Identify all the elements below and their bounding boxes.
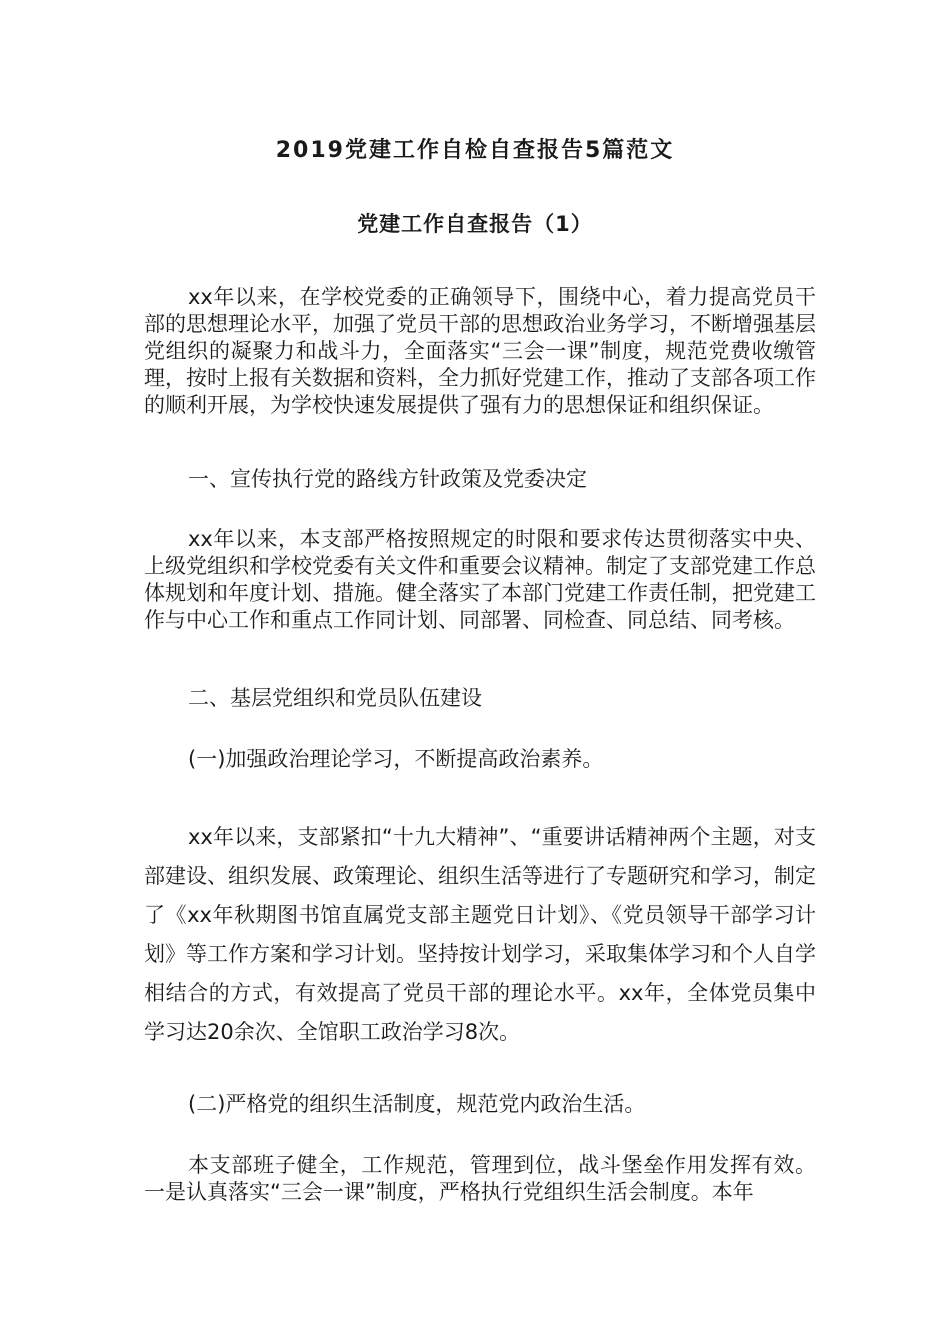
section-heading-2: 二、基层党组织和党员队伍建设 (188, 686, 482, 710)
subsection-2-paragraph: 本支部班子健全，工作规范，管理到位，战斗堡垒作用发挥有效。一是认真落实“三会一课”制度，严格执行党组织生活会制度。本年 (144, 1153, 816, 1204)
subsection-heading-1: (一)加强政治理论学习，不断提高政治素养。 (188, 747, 604, 771)
section-heading-1: 一、宣传执行党的路线方针政策及党委决定 (188, 467, 587, 491)
intro-paragraph: xx年以来，在学校党委的正确领导下，围绕中心，着力提高党员干部的思想理论水平，加强了党员干部的思想政治业务学习，不断增强基层党组织的凝聚力和战斗力，全面落实“三会一课”制度，规范党费收缴管理，按时上报有关数据和资料，全力抓好党建工作，推动了支部各项工作的顺利开展，为学校快速发展提供了强有力的思想保证和组织保证。 (144, 285, 816, 417)
section-1-paragraph: xx年以来，本支部严格按照规定的时限和要求传达贯彻落实中央、上级党组织和学校党委有关文件和重要会议精神。制定了支部党建工作总体规划和年度计划、措施。健全落实了本部门党建工作责任制，把党建工作与中心工作和重点工作同计划、同部署、同检查、同总结、同考核。 (144, 527, 816, 632)
report-subtitle: 党建工作自查报告（1） (357, 212, 593, 236)
subsection-heading-2: (二)严格党的组织生活制度，规范党内政治生活。 (188, 1092, 646, 1116)
subsection-1-paragraph: xx年以来，支部紧扣“十九大精神”、“重要讲话精神两个主题，对支部建设、组织发展、政策理论、组织生活等进行了专题研究和学习，制定了《xx年秋期图书馆直属党支部主题党日计划》、《党员领导干部学习计划》等工作方案和学习计划。坚持按计划学习，采取集体学习和个人自学相结合的方式，有效提高了党员干部的理论水平。xx年，全体党员集中学习达20余次、全馆职工政治学习8次。 (144, 825, 816, 1044)
document-title: 2019党建工作自检自查报告5篇范文 (275, 138, 675, 163)
